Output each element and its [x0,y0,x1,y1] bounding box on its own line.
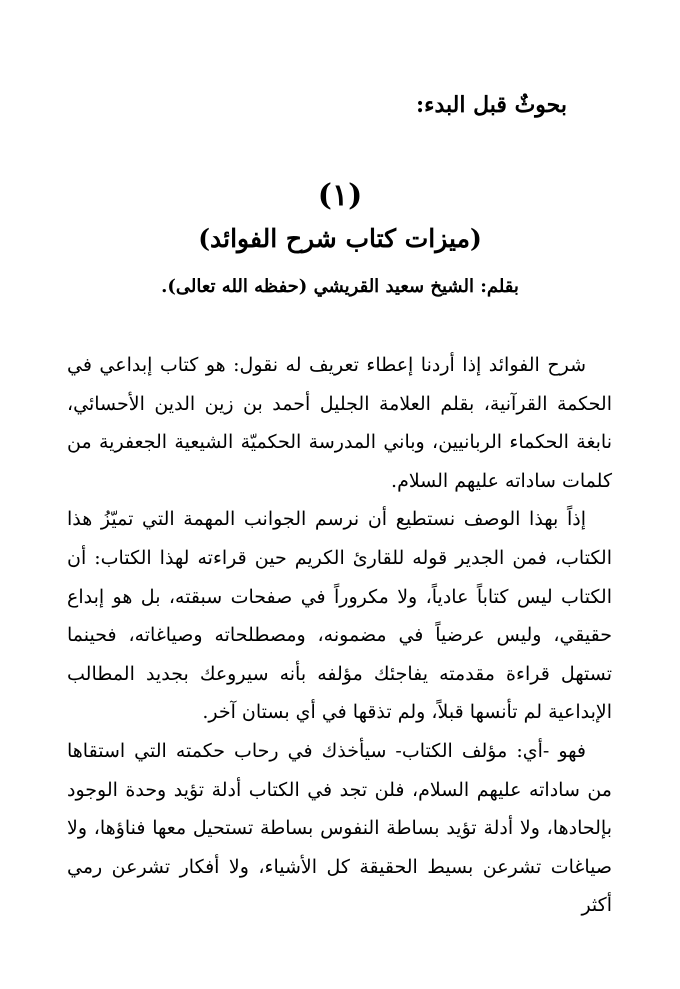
paragraph: شرح الفوائد إذا أردنا إعطاء تعريف له نقول: هو كتاب إبداعي في الحكمة القرآنية، بقلم العلامة الجليل أحمد بن زين الدين الأحسائي، نابغة الحكماء الربانيين، وباني المدرسة الحكميّة الشيعية الجعفرية من كلمات ساداته عليهم السلام. [67,354,612,492]
paragraph: فهو -أي: مؤلف الكتاب- سيأخذك في رحاب حكمته التي استقاها من ساداته عليهم السلام، فلن تجد في الكتاب أدلة تؤيد وحدة الوجود بإلحادها، ولا أدلة تؤيد بساطة النفوس بساطة تستحيل معها فناؤها، ولا صياغات تشرعن بسيط الحقيقة كل الأشياء، ولا أفكار تشرعن رمي أكثر [67,739,612,917]
section-heading: بحوثٌ قبل البدء: [415,92,567,118]
author-byline: بقلم: الشيخ سعيد القريشي (حفظه الله تعالى). [161,276,519,297]
chapter-number: (١) [317,178,363,213]
chapter-title: (ميزات كتاب شرح الفوائد) [198,224,482,253]
paragraph: إذاً بهذا الوصف نستطيع أن نرسم الجوانب المهمة التي تميّزُ هذا الكتاب، فمن الجدير قوله للقارئ الكريم حين قراءته لهذا الكتاب: أن الكتاب ليس كتاباً عادياً، ولا مكروراً في صفحات سبقته، بل هو إبداع حقيقي، وليس عرضياً في مضمونه، ومصطلحاته وصياغاته، فحينما تستهل قراءة مقدمته يفاجئك مؤلفه بأنه سيروعك بجديد المطالب الإبداعية لم تأنسها قبلاً، ولم تذقها في أي بستان آخر. [67,508,612,724]
body-text [67,346,612,925]
